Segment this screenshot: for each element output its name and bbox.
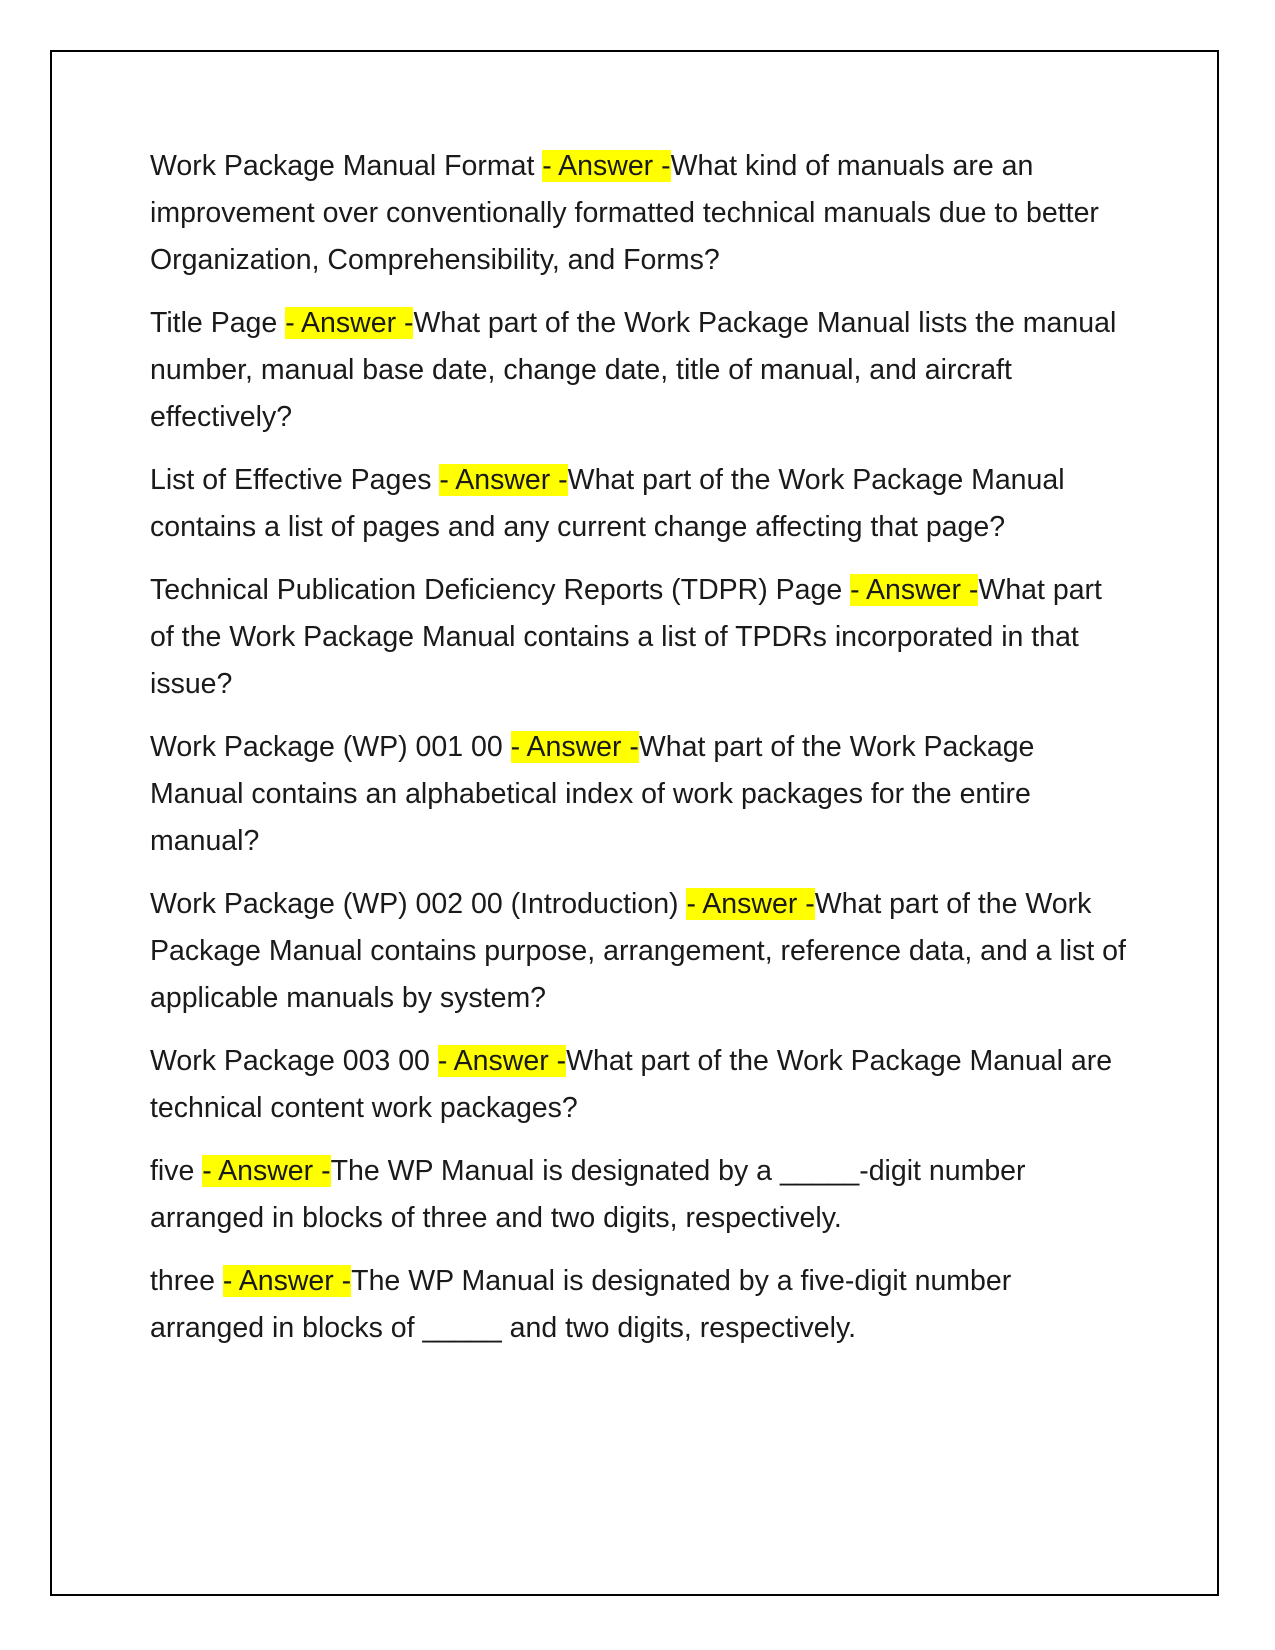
term: Work Package (WP) 002 00 (Introduction) <box>150 888 687 920</box>
answer-marker: - Answer - <box>510 731 639 763</box>
question: The WP Manual is designated by a _____-digit number arranged in blocks of three and two digits, respectively. <box>150 1155 1026 1234</box>
qa-item <box>150 724 1130 865</box>
qa-item <box>150 457 1130 551</box>
term: five <box>150 1155 203 1187</box>
answer-marker: - Answer - <box>686 888 815 920</box>
term: List of Effective Pages <box>150 464 440 496</box>
question: What part of the Work Package Manual are technical content work packages? <box>150 1045 1113 1124</box>
qa-item <box>150 300 1130 441</box>
question: What part of the Work Package Manual contains a list of pages and any current change affecting that page? <box>150 464 1065 543</box>
qa-item <box>150 1038 1130 1132</box>
qa-item <box>150 1148 1130 1242</box>
answer-marker: - Answer - <box>437 1045 567 1077</box>
answer-marker: - Answer - <box>542 150 671 182</box>
qa-item <box>150 567 1130 708</box>
term: Work Package 003 00 <box>150 1045 438 1077</box>
answer-marker: - Answer - <box>850 574 979 606</box>
document-body <box>150 143 1130 1368</box>
question: The WP Manual is designated by a five-digit number arranged in blocks of _____ and two digits, respectively. <box>150 1265 1012 1344</box>
qa-item <box>150 143 1130 284</box>
question: What kind of manuals are an improvement over conventionally formatted technical manuals due to better Organization, Comprehensibility, and Forms? <box>150 150 1099 276</box>
qa-item <box>150 881 1130 1022</box>
term: Work Package Manual Format <box>150 150 543 182</box>
term: three <box>150 1265 223 1297</box>
answer-marker: - Answer - <box>285 307 414 339</box>
question: What part of the Work Package Manual contains an alphabetical index of work packages for the entire manual? <box>150 731 1035 857</box>
answer-marker: - Answer - <box>202 1155 331 1187</box>
answer-marker: - Answer - <box>222 1265 352 1297</box>
term: Title Page <box>150 307 286 339</box>
answer-marker: - Answer - <box>439 464 568 496</box>
term: Technical Publication Deficiency Reports (TDPR) Page <box>150 574 851 606</box>
question: What part of the Work Package Manual contains a list of TPDRs incorporated in that issue? <box>150 574 1102 700</box>
question: What part of the Work Package Manual contains purpose, arrangement, reference data, and a list of applicable manuals by system? <box>150 888 1126 1014</box>
qa-item <box>150 1258 1130 1352</box>
term: Work Package (WP) 001 00 <box>150 731 511 763</box>
question: What part of the Work Package Manual lists the manual number, manual base date, change date, title of manual, and aircraft effectively? <box>150 307 1117 433</box>
